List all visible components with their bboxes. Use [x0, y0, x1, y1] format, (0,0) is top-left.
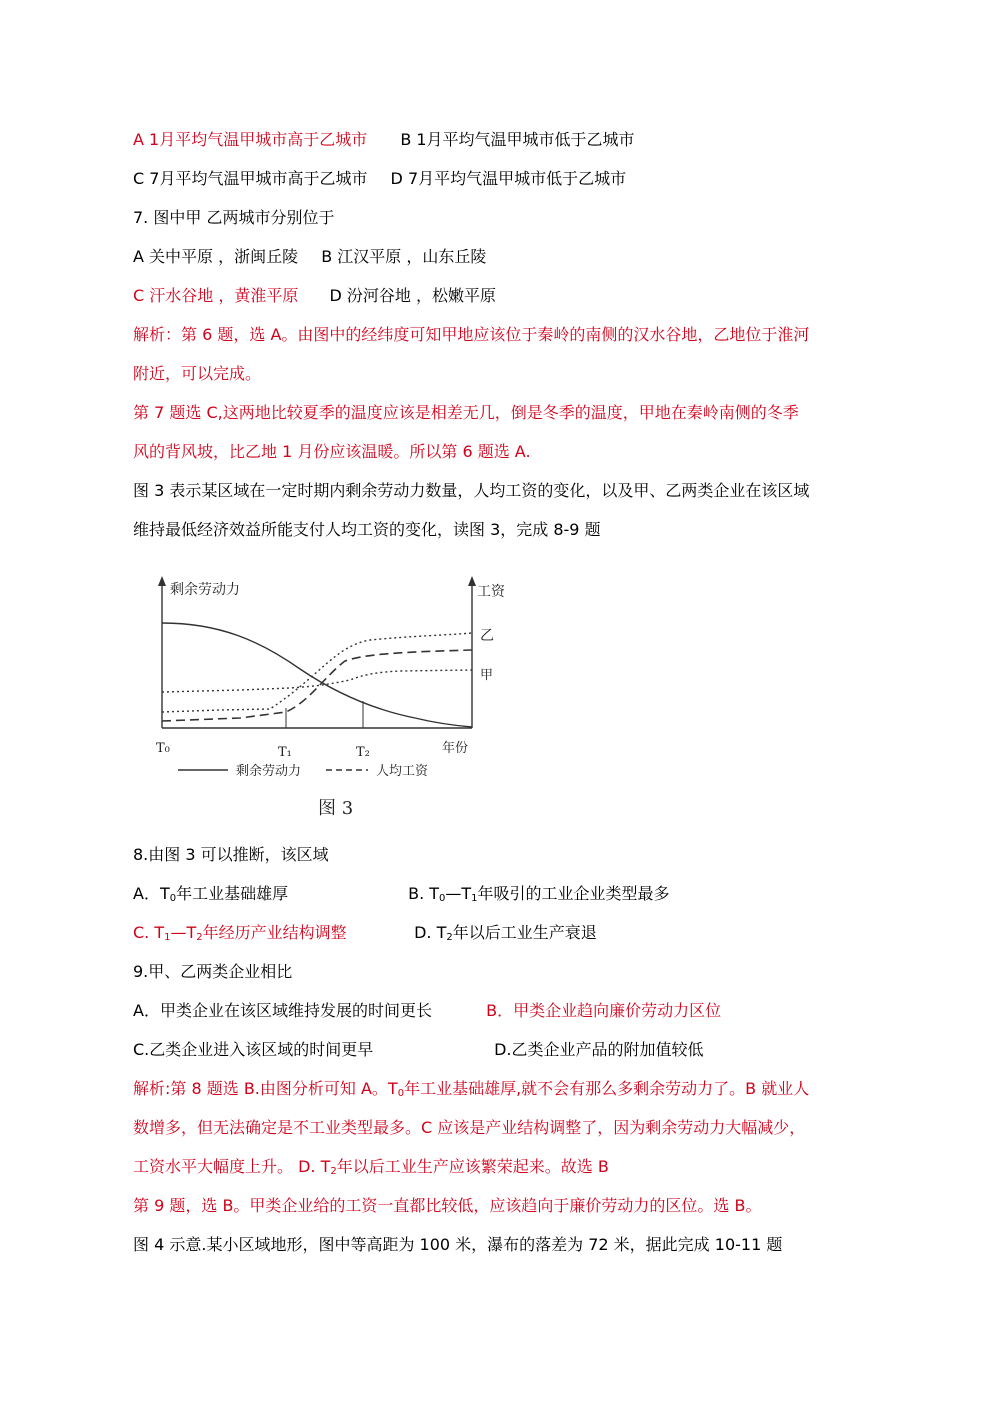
- q7-options-row1: [133, 247, 486, 267]
- y-right-label: 工资: [477, 584, 505, 600]
- analysis-q8-line1: [133, 1079, 809, 1099]
- q8-options-row1: [133, 884, 670, 904]
- q7-option-c: C 汗水谷地 ，黄淮平原: [133, 286, 299, 305]
- q8-option-a-sub: 0: [169, 893, 177, 904]
- right-axis-arrow: [468, 576, 476, 586]
- q8-option-c-sub2: 2: [196, 932, 203, 943]
- analysis-q8-line1-text2: 年工业基础雄厚,就不会有那么多剩余劳动力了。B 就业人: [404, 1079, 810, 1098]
- q8-option-c-text1: C. T: [133, 923, 165, 942]
- q9-options-row1: [133, 1001, 721, 1021]
- curve-label-jia: 甲: [480, 668, 494, 683]
- analysis-q8-line3-sub: 2: [330, 1166, 337, 1177]
- figure-intro-line2: 维持最低经济效益所能支付人均工资的变化，读图 3，完成 8-9 题: [133, 520, 601, 539]
- analysis-q8-line3-text2: 年以后工业生产应该繁荣起来。故选 B: [336, 1157, 609, 1176]
- q7-option-d: D 汾河谷地 ，松嫩平原: [329, 286, 496, 305]
- q8-option-d-sub: 2: [446, 932, 453, 943]
- q8-option-b-sub1: 0: [439, 893, 446, 904]
- q6-option-a: A 1月平均气温甲城市高于乙城市: [133, 130, 368, 149]
- q8-option-d-text2: 年以后工业生产衰退: [452, 923, 597, 942]
- analysis-q6-line2: 附近，可以完成。: [133, 364, 262, 383]
- q6-option-b: B 1月平均气温甲城市低于乙城市: [400, 130, 635, 149]
- legend-dashed-label: 人均工资: [376, 764, 429, 779]
- analysis-q8-line1-text1: 解析:第 8 题选 B.由图分析可知 A。T: [133, 1079, 398, 1098]
- q7-stem: 7. 图中甲 乙两城市分别位于: [133, 208, 335, 227]
- q8-option-d: [414, 923, 597, 943]
- analysis-q7-line1: 第 7 题选 C,这两地比较夏季的温度应该是相差无几，倒是冬季的温度，甲地在秦岭南侧的冬季: [133, 403, 799, 422]
- q6-options-row2: [133, 169, 626, 189]
- analysis-q8-line3: [133, 1157, 609, 1177]
- figure-4-intro: 图 4 示意.某小区域地形，图中等高距为 100 米，瀑布的落差为 72 米，据此完成 10-11 题: [133, 1235, 783, 1254]
- analysis-q6-line1: 解析：第 6 题，选 A。由图中的经纬度可知甲地应该位于秦岭的南侧的汉水谷地，乙地位于淮河: [133, 325, 810, 344]
- q8-option-b-text2: —T: [445, 884, 472, 903]
- tick-t1: T₁: [278, 745, 292, 760]
- q9-option-a: A．甲类企业在该区域维持发展的时间更长: [133, 1001, 432, 1020]
- left-axis-arrow: [158, 576, 166, 586]
- q9-option-d: D.乙类企业产品的附加值较低: [494, 1040, 704, 1059]
- figure-3-graph: [150, 566, 530, 826]
- figure-3: [150, 566, 530, 826]
- analysis-q9-line: 第 9 题，选 B。甲类企业给的工资一直都比较低，应该趋向于廉价劳动力的区位。选 B。: [133, 1196, 762, 1215]
- analysis-q8-line3-text1: 工资水平大幅度上升。 D. T: [133, 1157, 331, 1176]
- q6-options-row1: [133, 130, 635, 150]
- q6-option-c: C 7月平均气温甲城市高于乙城市: [133, 169, 368, 188]
- curve-label-yi: 乙: [480, 628, 494, 644]
- q8-option-c-text2: —T: [170, 923, 197, 942]
- q8-option-b: [408, 884, 669, 904]
- q7-options-row2: [133, 286, 496, 306]
- y-left-label: 剩余劳动力: [170, 582, 240, 598]
- q8-option-b-sub2: 1: [471, 893, 478, 904]
- surplus-labor-curve: [162, 623, 472, 727]
- q8-option-c: [133, 923, 409, 943]
- enterprise-yi-curve: [162, 633, 472, 712]
- analysis-q8-line1-sub: 0: [397, 1088, 405, 1099]
- tick-t2: T₂: [356, 745, 370, 760]
- q8-option-d-text1: D. T: [414, 923, 447, 942]
- figure-caption: 图 3: [318, 798, 354, 819]
- q9-option-b: B．甲类企业趋向廉价劳动力区位: [486, 1001, 722, 1020]
- q8-option-a-text2: 年工业基础雄厚: [176, 884, 289, 903]
- q8-options-row2: [133, 923, 597, 943]
- q8-option-b-text3: 年吸引的工业企业类型最多: [477, 884, 670, 903]
- q9-stem: 9.甲、乙两类企业相比: [133, 962, 293, 981]
- q7-option-b: B 江汉平原 ，山东丘陵: [321, 247, 487, 266]
- analysis-q7-line2: 风的背风坡，比乙地 1 月份应该温暖。所以第 6 题选 A.: [133, 442, 531, 461]
- legend-solid-label: 剩余劳动力: [236, 764, 302, 779]
- q6-option-d: D 7月平均气温甲城市低于乙城市: [390, 169, 627, 188]
- q8-option-a-text1: A．T: [133, 884, 170, 903]
- tick-t0: T₀: [156, 741, 170, 756]
- q9-options-row2: [133, 1040, 704, 1060]
- q9-option-c: C.乙类企业进入该区域的时间更早: [133, 1040, 374, 1059]
- q8-option-c-sub1: 1: [164, 932, 171, 943]
- q8-option-c-text3: 年经历产业结构调整: [202, 923, 347, 942]
- x-axis-label: 年份: [442, 741, 469, 756]
- q8-option-a: [133, 884, 403, 904]
- q8-stem: 8.由图 3 可以推断，该区域: [133, 845, 329, 864]
- enterprise-jia-curve: [162, 670, 472, 692]
- q8-option-b-text1: B. T: [408, 884, 440, 903]
- analysis-q8-line2: 数增多，但无法确定是不工业类型最多。C 应该是产业结构调整了，因为剩余劳动力大幅减少，: [133, 1118, 806, 1137]
- figure-intro-line1: 图 3 表示某区域在一定时期内剩余劳动力数量，人均工资的变化，以及甲、乙两类企业在该区域: [133, 481, 810, 500]
- q7-option-a: A 关中平原 ，浙闽丘陵: [133, 247, 299, 266]
